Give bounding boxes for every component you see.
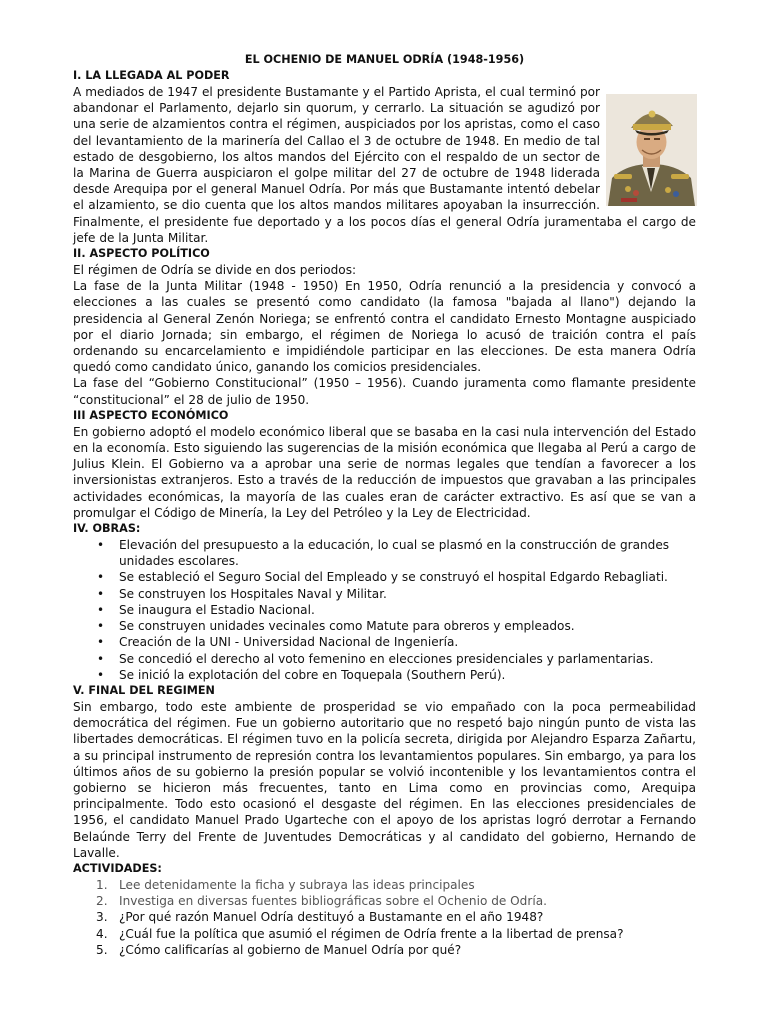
politico-paragraph-3: La fase del “Gobierno Constitucional” (1950 – 1956). Cuando juramenta como flamante presidente “constitucional” el 28 de julio de 1950.: [73, 376, 696, 407]
odria-portrait: [606, 94, 697, 206]
obras-item-text: Creación de la UNI - Universidad Nacional de Ingeniería.: [119, 635, 459, 650]
actividad-text: ¿Cuál fue la política que asumió el régimen de Odría frente a la libertad de prensa?: [119, 926, 624, 941]
section-heading-actividades: ACTIVIDADES:: [73, 861, 162, 875]
economico-text: En gobierno adoptó el modelo económico liberal que se basaba en la casi nula intervención del Estado en la economía. Esto siguiendo las sugerencias de la misión económica que llegaba al Perú a cargo de Julius Klein. El Gobierno va a aprobar una serie de normas legales que tendían a favorecer a los inversionistas extranjeros. Esto a través de la reducción de impuestos que gravaban a las principales actividades económicas, la mayoría de las cuales eran de carácter extractivo. Es así que se van a promulgar el Código de Minería, la Ley del Petróleo y la Ley de Electricidad.: [73, 424, 696, 520]
obras-item-text: Se construyen los Hospitales Naval y Militar.: [119, 586, 387, 601]
portrait-illustration: [606, 94, 697, 206]
actividad-number: 1.: [96, 877, 108, 892]
section-heading-economico: III ASPECTO ECONÓMICO: [73, 408, 229, 422]
bullet-icon: •: [97, 538, 105, 553]
politico-paragraph-1: El régimen de Odría se divide en dos periodos:: [73, 263, 357, 278]
bullet-icon: •: [97, 619, 105, 634]
obras-list: [73, 537, 696, 683]
actividad-text: ¿Cómo calificarías al gobierno de Manuel Odría por qué?: [119, 942, 462, 957]
actividad-item: [73, 926, 696, 942]
obras-item-text: Se construyen unidades vecinales como Matute para obreros y empleados.: [119, 619, 575, 634]
obras-item: [73, 634, 696, 650]
obras-item-text: Se inaugura el Estadio Nacional.: [119, 602, 315, 617]
actividades-list: [73, 877, 696, 958]
actividad-number: 4.: [96, 926, 108, 941]
obras-item: [73, 569, 696, 585]
bullet-icon: •: [97, 635, 105, 650]
actividad-item: [73, 877, 696, 893]
obras-item: [73, 667, 696, 683]
bullet-icon: •: [97, 586, 105, 601]
obras-item-text: Elevación del presupuesto a la educación, lo cual se plasmó en la construcción de grandes unidades escolares.: [119, 538, 670, 569]
actividad-item: [73, 909, 696, 925]
bullet-icon: •: [97, 602, 105, 617]
section-heading-final: V. FINAL DEL REGIMEN: [73, 683, 215, 697]
actividad-number: 2.: [96, 894, 108, 909]
obras-item: [73, 602, 696, 618]
obras-item-text: Se inició la explotación del cobre en Toquepala (Southern Perú).: [119, 667, 506, 682]
section-heading-llegada: I. LA LLEGADA AL PODER: [73, 69, 230, 82]
obras-item: [73, 586, 696, 602]
document-title: EL OCHENIO DE MANUEL ODRÍA (1948-1956): [244, 53, 525, 66]
bullet-icon: •: [97, 570, 105, 585]
actividad-number: 3.: [96, 910, 108, 925]
section-heading-obras: IV. OBRAS:: [73, 522, 141, 536]
actividad-text: ¿Por qué razón Manuel Odría destituyó a Bustamante en el año 1948?: [119, 910, 544, 925]
bullet-icon: •: [97, 651, 105, 666]
actividad-text: Lee detenidamente la ficha y subraya las ideas principales: [119, 877, 475, 892]
actividad-number: 5.: [96, 942, 108, 957]
llegada-text: A mediados de 1947 el presidente Bustamante y el Partido Aprista, el cual terminó por abandonar el Parlamento, dejarlo sin quorum, y cerrarlo. La situación se agudizó por una serie de alzamientos contra el régimen, auspiciados por los apristas, como el caso del levantamiento de la marinería del Callao el 3 de octubre de 1948. En medio de tal estado de desgobierno, los altos mandos del Ejército con el respaldo de un sector de la Marina de Guerra auspiciaron el golpe militar del 27 de octubre de 1948 liderada desde Arequipa por el general Manuel Odría. Por más que Bustamante intentó debelar el alzamiento, se dio cuenta que los altos mandos militares apoyaban la insurrección. Finalmente, el presidente fue deportado y a los pocos días el general Odría juramentaba el cargo de jefe de la Junta Militar.: [73, 85, 696, 245]
obras-item-text: Se estableció el Seguro Social del Empleado y se construyó el hospital Edgardo Rebagliati.: [119, 570, 668, 585]
final-text: Sin embargo, todo este ambiente de prosperidad se vio empañado con la poca permeabilidad democrática del régimen. Fue un gobierno autoritario que no respetó bajo ningún punto de vista las libertades democráticas. El régimen tuvo en la policía secreta, dirigida por Alejandro Esparza Zañartu, a su principal instrumento de represión contra los levantamientos populares. Sin embargo, ya para los últimos años de su gobierno la presión popular se volvió incontenible y los levantamientos contra el gobierno se hicieron más frecuentes, tanto en Lima como en provincias como, Arequipa principalmente. Todo esto ocasionó el desgaste del régimen. En las elecciones presidenciales de 1956, el candidato Manuel Prado Ugarteche con el apoyo de los apristas logró derrotar a Fernando Belaúnde Terry del Frente de Juventudes Democráticas y al candidato del gobierno, Hernando de Lavalle.: [73, 699, 696, 860]
obras-item: [73, 618, 696, 634]
obras-item: [73, 537, 696, 569]
bullet-icon: •: [97, 667, 105, 682]
actividad-item: [73, 942, 696, 958]
obras-item-text: Se concedió el derecho al voto femenino en elecciones presidenciales y parlamentarias.: [119, 651, 654, 666]
actividad-item: [73, 893, 696, 909]
obras-item: [73, 651, 696, 667]
section-heading-politico: II. ASPECTO POLÍTICO: [73, 247, 210, 261]
actividad-text: Investiga en diversas fuentes bibliográficas sobre el Ochenio de Odría.: [119, 894, 547, 909]
politico-paragraph-2: La fase de la Junta Militar (1948 - 1950) En 1950, Odría renunció a la presidencia y convocó a elecciones a las cuales se presentó como candidato (la famosa "bajada al llano") dejando la presidencia al General Zenón Noriega; se enfrentó contra el candidato Ernesto Montagne auspiciado por el diario Jornada; sin embargo, el régimen de Noriega lo acusó de traición contra el país ordenando su encarcelamiento e impidiéndole participar en las elecciones. De esta manera Odría quedó como candidato único, ganando los comicios presidenciales.: [73, 279, 696, 375]
